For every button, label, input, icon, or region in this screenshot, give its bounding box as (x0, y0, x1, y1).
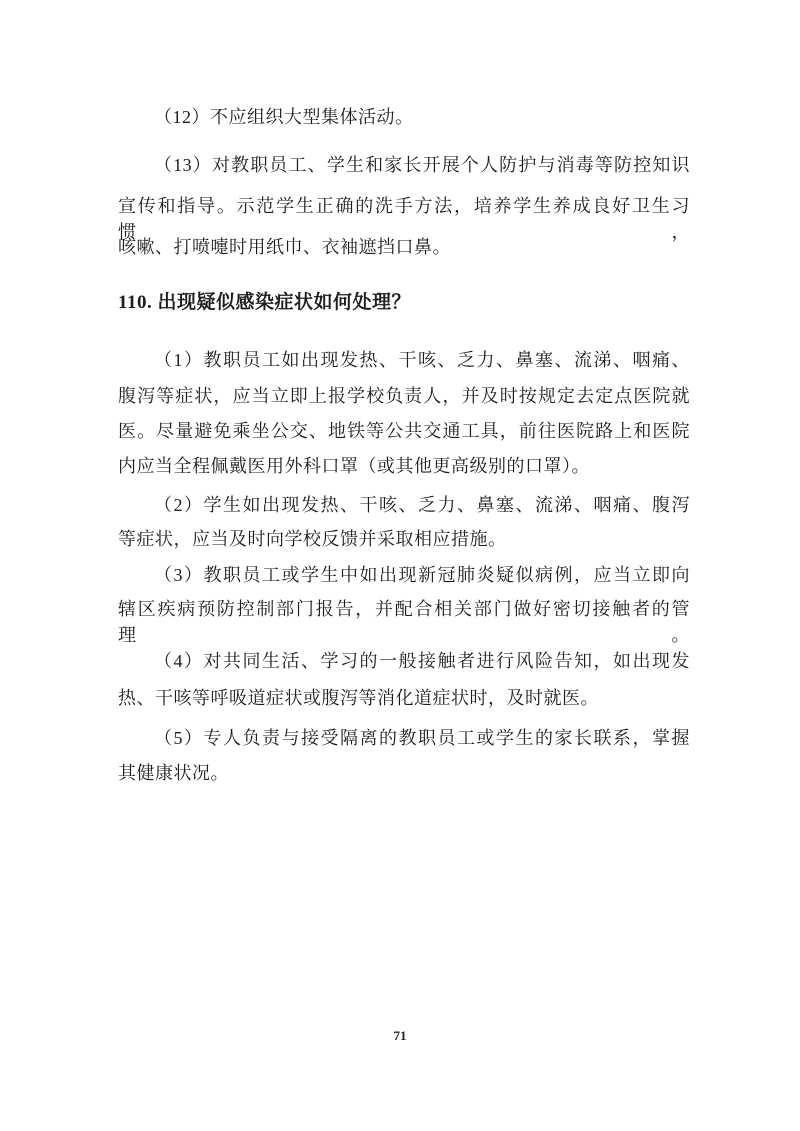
text-line: 等症状，应当及时向学校反馈并采取相应措施。 (118, 529, 507, 549)
text-line: 内应当全程佩戴医用外科口罩（或其他更高级别的口罩）。 (118, 456, 590, 476)
text-line: 医。尽量避免乘坐公交、地铁等公共交通工具，前往医院路上和医院 (118, 421, 690, 441)
text-line: （2）学生如出现发热、干咳、乏力、鼻塞、流涕、咽痛、腹泻 (154, 495, 690, 515)
question-heading: 110. 出现疑似感染症状如何处理？ (118, 292, 411, 313)
text-line: （12）不应组织大型集体活动。 (154, 107, 414, 127)
text-line: 宣传和指导。示范学生正确的洗手方法，培养学生养成良好卫生习惯， (118, 196, 690, 242)
text-line: （1）教职员工如出现发热、干咳、乏力、鼻塞、流涕、咽痛、 (154, 350, 690, 370)
text-line: （13）对教职员工、学生和家长开展个人防护与消毒等防控知识 (154, 155, 690, 175)
text-line: （4）对共同生活、学习的一般接触者进行风险告知，如出现发 (154, 651, 690, 671)
text-line: 咳嗽、打喷嚏时用纸巾、衣袖遮挡口鼻。 (118, 237, 451, 257)
text-line: 热、干咳等呼吸道症状或腹泻等消化道症状时，及时就医。 (118, 688, 599, 708)
page-number: 71 (393, 1028, 407, 1043)
text-line: 其健康状况。 (118, 763, 229, 783)
text-line: （5）专人负责与接受隔离的教职员工或学生的家长联系，掌握 (154, 728, 690, 748)
text-line: 腹泻等症状，应当立即上报学校负责人，并及时按规定去定点医院就 (118, 386, 690, 406)
text-line: （3）教职员工或学生中如出现新冠肺炎疑似病例，应当立即向 (154, 565, 690, 585)
text-line: 辖区疾病预防控制部门报告，并配合相关部门做好密切接触者的管理。 (118, 599, 690, 645)
